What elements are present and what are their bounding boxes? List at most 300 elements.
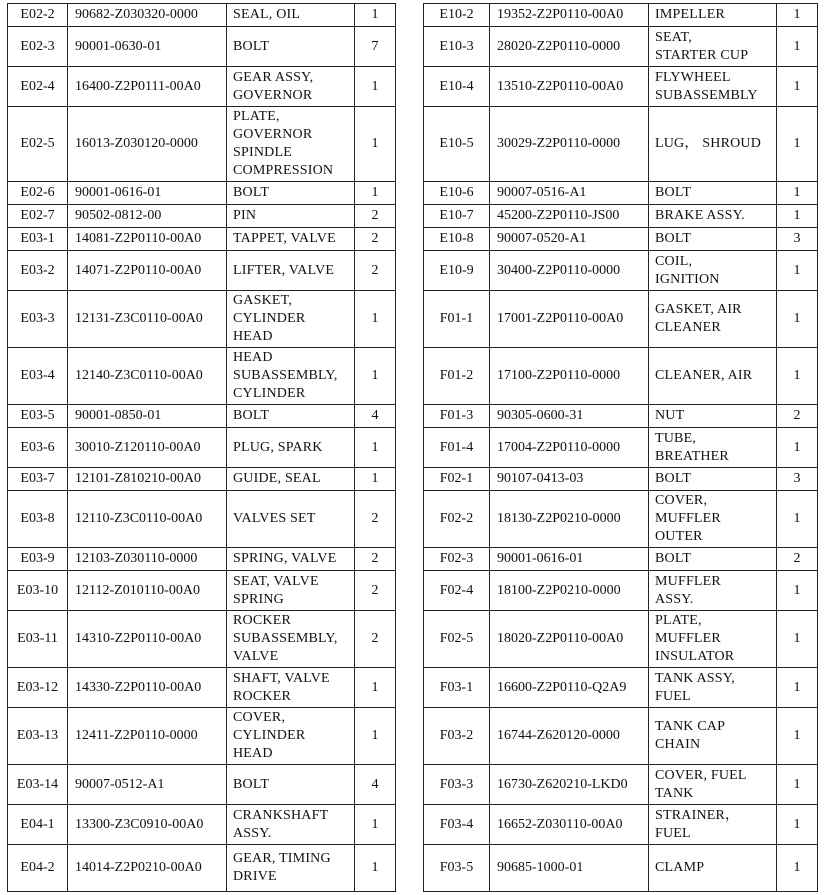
ref-number-text: E03-11: [17, 631, 58, 646]
ref-number-cell: [8, 611, 68, 668]
quantity-text: 2: [371, 551, 379, 566]
table-row: [8, 765, 396, 805]
part-number-cell: [490, 668, 649, 708]
quantity-cell: [355, 468, 396, 491]
table-row: [8, 228, 396, 251]
quantity-cell: [355, 348, 396, 405]
part-number-text: 16400-Z2P0111-00A0: [75, 78, 201, 94]
description-text: BOLT: [655, 231, 692, 246]
quantity-text: 1: [793, 136, 801, 151]
ref-number-text: E02-3: [20, 38, 55, 54]
quantity-text: 2: [371, 262, 379, 278]
description-text: TANK CAP CHAIN: [655, 719, 726, 752]
quantity-cell: [355, 765, 396, 805]
part-number-cell: [68, 491, 227, 548]
table-row: [8, 107, 396, 182]
quantity-cell: [355, 708, 396, 765]
part-number-cell: [490, 182, 649, 205]
part-number-text: 12103-Z030110-0000: [75, 551, 198, 566]
ref-number-cell: [424, 4, 490, 27]
description-text: COVER, CYLINDER HEAD: [233, 710, 306, 761]
description-cell: [649, 571, 777, 611]
part-number-cell: [68, 571, 227, 611]
ref-number-cell: [8, 4, 68, 27]
ref-number-text: F03-3: [439, 776, 474, 792]
table-row: [424, 251, 818, 291]
quantity-cell: [355, 27, 396, 67]
description-text: GASKET, CYLINDER HEAD: [233, 293, 306, 344]
table-row: [424, 468, 818, 491]
quantity-cell: [355, 67, 396, 107]
quantity-cell: [355, 107, 396, 182]
description-text: BOLT: [233, 38, 270, 54]
part-number-text: 90001-0850-01: [75, 408, 162, 423]
description-cell: [227, 491, 355, 548]
quantity-text: 3: [793, 231, 801, 246]
description-text: BOLT: [655, 551, 692, 566]
part-number-cell: [490, 611, 649, 668]
part-number-cell: [68, 348, 227, 405]
description-text: GASKET, AIR CLEANER: [655, 302, 742, 335]
description-text: COIL, IGNITION: [655, 253, 720, 287]
description-text: SEAT, STARTER CUP: [655, 29, 749, 63]
parts-table-right: [423, 3, 818, 892]
quantity-text: 1: [793, 78, 801, 94]
quantity-cell: [355, 291, 396, 348]
ref-number-cell: [8, 571, 68, 611]
ref-number-cell: [424, 107, 490, 182]
ref-number-text: E03-7: [20, 471, 55, 486]
description-cell: [227, 27, 355, 67]
part-number-text: 30400-Z2P0110-0000: [497, 262, 621, 278]
part-number-text: 90107-0413-03: [497, 471, 584, 486]
description-text: MUFFLER ASSY.: [655, 573, 721, 607]
ref-number-cell: [8, 205, 68, 228]
quantity-text: 1: [371, 860, 379, 875]
ref-number-text: E02-5: [20, 136, 55, 151]
ref-number-cell: [8, 107, 68, 182]
quantity-cell: [355, 405, 396, 428]
description-text: SEAT, VALVE SPRING: [233, 573, 319, 607]
ref-number-text: F02-3: [439, 551, 474, 566]
ref-number-cell: [8, 468, 68, 491]
description-cell: [649, 468, 777, 491]
quantity-text: 2: [371, 208, 379, 223]
part-number-text: 90682-Z030320-0000: [75, 7, 198, 22]
ref-number-cell: [424, 611, 490, 668]
description-cell: [649, 765, 777, 805]
part-number-text: 16652-Z030110-00A0: [497, 816, 623, 832]
table-row: [424, 491, 818, 548]
part-number-text: 90001-0616-01: [497, 551, 584, 566]
part-number-cell: [68, 765, 227, 805]
ref-number-text: E02-6: [20, 185, 55, 200]
ref-number-cell: [424, 765, 490, 805]
part-number-cell: [68, 611, 227, 668]
description-cell: [649, 348, 777, 405]
quantity-cell: [777, 107, 818, 182]
part-number-text: 17100-Z2P0110-0000: [497, 368, 621, 383]
description-cell: [227, 67, 355, 107]
part-number-text: 90007-0512-A1: [75, 776, 165, 792]
description-text: SPRING, VALVE: [233, 551, 337, 566]
description-text: LUG， SHROUD: [655, 136, 762, 151]
part-number-cell: [68, 405, 227, 428]
description-cell: [227, 468, 355, 491]
part-number-text: 12110-Z3C0110-00A0: [75, 511, 203, 526]
ref-number-cell: [8, 845, 68, 892]
part-number-text: 16600-Z2P0110-Q2A9: [497, 679, 627, 695]
description-cell: [649, 67, 777, 107]
description-cell: [227, 251, 355, 291]
part-number-text: 90001-0630-01: [75, 38, 162, 54]
description-cell: [227, 708, 355, 765]
description-cell: [227, 611, 355, 668]
ref-number-cell: [424, 405, 490, 428]
ref-number-text: E10-5: [439, 136, 474, 151]
part-number-cell: [490, 468, 649, 491]
table-row: [8, 27, 396, 67]
description-cell: [227, 668, 355, 708]
ref-number-text: E03-12: [16, 679, 59, 695]
ref-number-text: E10-4: [439, 78, 474, 94]
quantity-cell: [777, 27, 818, 67]
description-cell: [649, 205, 777, 228]
ref-number-cell: [8, 428, 68, 468]
description-cell: [649, 27, 777, 67]
description-text: CLEANER, AIR: [655, 368, 753, 383]
quantity-text: 1: [371, 311, 379, 326]
table-row: [424, 291, 818, 348]
ref-number-text: E03-4: [20, 368, 55, 383]
quantity-cell: [777, 405, 818, 428]
description-cell: [227, 548, 355, 571]
ref-number-cell: [424, 845, 490, 892]
part-number-cell: [68, 228, 227, 251]
ref-number-cell: [424, 708, 490, 765]
table-row: [8, 468, 396, 491]
description-cell: [227, 845, 355, 892]
ref-number-text: E10-9: [439, 262, 474, 278]
ref-number-cell: [424, 27, 490, 67]
table-row: [424, 107, 818, 182]
description-text: GEAR ASSY, GOVERNOR: [233, 69, 314, 103]
part-number-text: 90305-0600-31: [497, 408, 584, 423]
quantity-cell: [355, 228, 396, 251]
description-text: BOLT: [233, 408, 270, 423]
quantity-text: 1: [371, 816, 379, 832]
table-row: [424, 708, 818, 765]
quantity-cell: [355, 251, 396, 291]
ref-number-text: E03-9: [20, 551, 55, 566]
table-row: [8, 205, 396, 228]
part-number-cell: [68, 251, 227, 291]
description-cell: [649, 708, 777, 765]
part-number-cell: [490, 428, 649, 468]
description-text: BOLT: [655, 185, 692, 200]
ref-number-text: F01-2: [439, 368, 474, 383]
description-text: PLATE, GOVERNOR SPINDLE COMPRESSION: [233, 109, 334, 178]
quantity-text: 1: [371, 471, 379, 486]
part-number-text: 28020-Z2P0110-0000: [497, 38, 621, 54]
quantity-cell: [777, 67, 818, 107]
table-row: [8, 611, 396, 668]
ref-number-cell: [8, 668, 68, 708]
description-text: COVER, FUEL TANK: [655, 767, 747, 801]
ref-number-cell: [8, 251, 68, 291]
table-row: [424, 405, 818, 428]
description-text: NUT: [655, 408, 685, 423]
ref-number-cell: [424, 571, 490, 611]
part-number-cell: [68, 67, 227, 107]
quantity-text: 1: [793, 728, 801, 743]
description-cell: [227, 805, 355, 845]
part-number-cell: [68, 805, 227, 845]
ref-number-text: E02-4: [20, 78, 55, 94]
table-row: [8, 251, 396, 291]
part-number-cell: [490, 4, 649, 27]
part-number-text: 14330-Z2P0110-00A0: [75, 679, 202, 695]
description-cell: [649, 845, 777, 892]
ref-number-cell: [8, 491, 68, 548]
parts-table-body: [424, 4, 818, 892]
quantity-text: 2: [371, 231, 379, 246]
ref-number-text: E10-8: [439, 231, 474, 246]
ref-number-text: F02-4: [439, 582, 474, 598]
ref-number-cell: [8, 348, 68, 405]
ref-number-text: F03-2: [439, 728, 474, 743]
ref-number-text: F03-5: [439, 860, 474, 875]
part-number-cell: [68, 205, 227, 228]
quantity-text: 1: [371, 78, 379, 94]
quantity-cell: [777, 428, 818, 468]
part-number-text: 14081-Z2P0110-00A0: [75, 231, 202, 246]
quantity-cell: [355, 428, 396, 468]
part-number-text: 30010-Z120110-00A0: [75, 439, 201, 455]
part-number-text: 18020-Z2P0110-00A0: [497, 631, 624, 646]
table-row: [424, 571, 818, 611]
part-number-cell: [68, 27, 227, 67]
ref-number-cell: [8, 291, 68, 348]
part-number-cell: [490, 67, 649, 107]
ref-number-text: F01-1: [439, 311, 474, 326]
part-number-cell: [68, 4, 227, 27]
quantity-text: 1: [793, 185, 801, 200]
table-row: [424, 428, 818, 468]
ref-number-cell: [8, 27, 68, 67]
quantity-text: 1: [793, 262, 801, 278]
table-row: [424, 27, 818, 67]
part-number-text: 90685-1000-01: [497, 860, 584, 875]
ref-number-text: E03-6: [20, 439, 55, 455]
ref-number-cell: [424, 291, 490, 348]
table-row: [8, 548, 396, 571]
quantity-text: 3: [793, 471, 801, 486]
parts-table-left: [7, 3, 396, 892]
quantity-cell: [777, 491, 818, 548]
part-number-text: 14310-Z2P0110-00A0: [75, 631, 202, 646]
description-text: TUBE, BREATHER: [655, 430, 729, 464]
quantity-text: 1: [793, 511, 801, 526]
part-number-text: 14014-Z2P0210-00A0: [75, 860, 202, 875]
quantity-cell: [355, 182, 396, 205]
part-number-cell: [68, 548, 227, 571]
description-text: PLUG, SPARK: [233, 439, 323, 455]
quantity-text: 7: [371, 38, 379, 54]
ref-number-text: F03-1: [439, 679, 474, 695]
description-text: COVER, MUFFLER OUTER: [655, 493, 721, 544]
description-text: VALVES SET: [233, 511, 316, 526]
table-row: [424, 548, 818, 571]
ref-number-text: E03-8: [20, 511, 55, 526]
ref-number-text: E10-7: [439, 208, 474, 223]
description-cell: [649, 4, 777, 27]
quantity-cell: [777, 205, 818, 228]
quantity-cell: [355, 4, 396, 27]
quantity-text: 2: [371, 511, 379, 526]
quantity-text: 2: [793, 408, 801, 423]
description-text: IMPELLER: [655, 7, 726, 22]
description-text: FLYWHEEL SUBASSEMBLY: [655, 69, 758, 103]
quantity-text: 1: [371, 439, 379, 455]
part-number-cell: [490, 805, 649, 845]
ref-number-text: E03-2: [20, 262, 55, 278]
ref-number-text: F01-3: [439, 408, 474, 423]
part-number-text: 90001-0616-01: [75, 185, 162, 200]
part-number-text: 17004-Z2P0110-0000: [497, 439, 621, 455]
description-text: TANK ASSY, FUEL: [655, 670, 735, 704]
quantity-cell: [355, 805, 396, 845]
part-number-cell: [68, 668, 227, 708]
part-number-text: 16013-Z030120-0000: [75, 136, 198, 151]
table-row: [424, 805, 818, 845]
description-cell: [649, 428, 777, 468]
quantity-cell: [355, 845, 396, 892]
part-number-cell: [490, 27, 649, 67]
table-row: [424, 611, 818, 668]
description-cell: [649, 228, 777, 251]
part-number-text: 19352-Z2P0110-00A0: [497, 7, 624, 22]
quantity-cell: [777, 668, 818, 708]
part-number-text: 90007-0516-A1: [497, 185, 587, 200]
quantity-cell: [355, 548, 396, 571]
table-row: [8, 668, 396, 708]
quantity-text: 1: [371, 185, 379, 200]
quantity-text: 1: [371, 7, 379, 22]
description-cell: [227, 228, 355, 251]
quantity-text: 1: [793, 368, 801, 383]
ref-number-text: E03-5: [20, 408, 55, 423]
part-number-cell: [490, 765, 649, 805]
quantity-text: 2: [371, 631, 379, 646]
part-number-cell: [68, 845, 227, 892]
part-number-text: 13510-Z2P0110-00A0: [497, 78, 624, 94]
table-row: [8, 805, 396, 845]
description-text: CLAMP: [655, 860, 705, 875]
description-text: BOLT: [233, 776, 270, 792]
ref-number-text: E10-3: [439, 38, 474, 54]
part-number-cell: [68, 291, 227, 348]
table-row: [424, 67, 818, 107]
ref-number-text: F02-2: [439, 511, 474, 526]
parts-table-body: [8, 4, 396, 892]
part-number-cell: [68, 182, 227, 205]
ref-number-text: E02-2: [20, 7, 55, 22]
quantity-cell: [777, 571, 818, 611]
ref-number-text: E04-1: [20, 816, 55, 832]
description-text: TAPPET, VALVE: [233, 231, 336, 246]
ref-number-text: E10-6: [439, 185, 474, 200]
description-text: PLATE, MUFFLER INSULATOR: [655, 613, 735, 664]
quantity-text: 1: [793, 439, 801, 455]
ref-number-text: E03-14: [16, 776, 59, 792]
part-number-cell: [68, 468, 227, 491]
ref-number-text: E10-2: [439, 7, 474, 22]
description-cell: [649, 405, 777, 428]
description-cell: [649, 491, 777, 548]
ref-number-text: E04-2: [20, 860, 55, 875]
ref-number-cell: [424, 67, 490, 107]
quantity-cell: [777, 805, 818, 845]
quantity-cell: [777, 845, 818, 892]
table-row: [8, 4, 396, 27]
quantity-text: 2: [371, 582, 379, 598]
quantity-cell: [777, 251, 818, 291]
quantity-text: 1: [793, 311, 801, 326]
description-text: BOLT: [233, 185, 270, 200]
description-text: STRAINER， FUEL: [655, 807, 740, 841]
ref-number-cell: [8, 548, 68, 571]
part-number-cell: [68, 428, 227, 468]
ref-number-cell: [424, 468, 490, 491]
description-cell: [227, 182, 355, 205]
part-number-text: 12411-Z2P0110-0000: [75, 728, 198, 743]
part-number-cell: [68, 107, 227, 182]
quantity-cell: [777, 468, 818, 491]
description-text: ROCKER SUBASSEMBLY, VALVE: [233, 613, 338, 664]
quantity-text: 1: [793, 679, 801, 695]
table-row: [8, 67, 396, 107]
ref-number-text: E03-1: [20, 231, 55, 246]
ref-number-cell: [424, 548, 490, 571]
quantity-cell: [355, 205, 396, 228]
ref-number-text: F02-1: [439, 471, 474, 486]
quantity-text: 1: [793, 776, 801, 792]
part-number-cell: [490, 708, 649, 765]
description-text: CRANKSHAFT ASSY.: [233, 807, 329, 841]
quantity-cell: [355, 491, 396, 548]
table-row: [8, 348, 396, 405]
ref-number-text: E03-10: [16, 582, 59, 598]
description-text: LIFTER, VALVE: [233, 262, 335, 278]
description-text: GUIDE, SEAL: [233, 471, 321, 486]
description-cell: [227, 765, 355, 805]
part-number-cell: [490, 205, 649, 228]
quantity-text: 1: [371, 136, 379, 151]
quantity-text: 1: [793, 816, 801, 832]
quantity-cell: [355, 668, 396, 708]
table-row: [424, 765, 818, 805]
part-number-text: 13300-Z3C0910-00A0: [75, 816, 204, 832]
table-row: [424, 4, 818, 27]
part-number-text: 18130-Z2P0210-0000: [497, 511, 621, 526]
description-text: BRAKE ASSY.: [655, 208, 745, 223]
part-number-text: 12140-Z3C0110-00A0: [75, 368, 203, 383]
table-row: [8, 845, 396, 892]
description-cell: [649, 611, 777, 668]
part-number-cell: [490, 548, 649, 571]
quantity-cell: [777, 228, 818, 251]
